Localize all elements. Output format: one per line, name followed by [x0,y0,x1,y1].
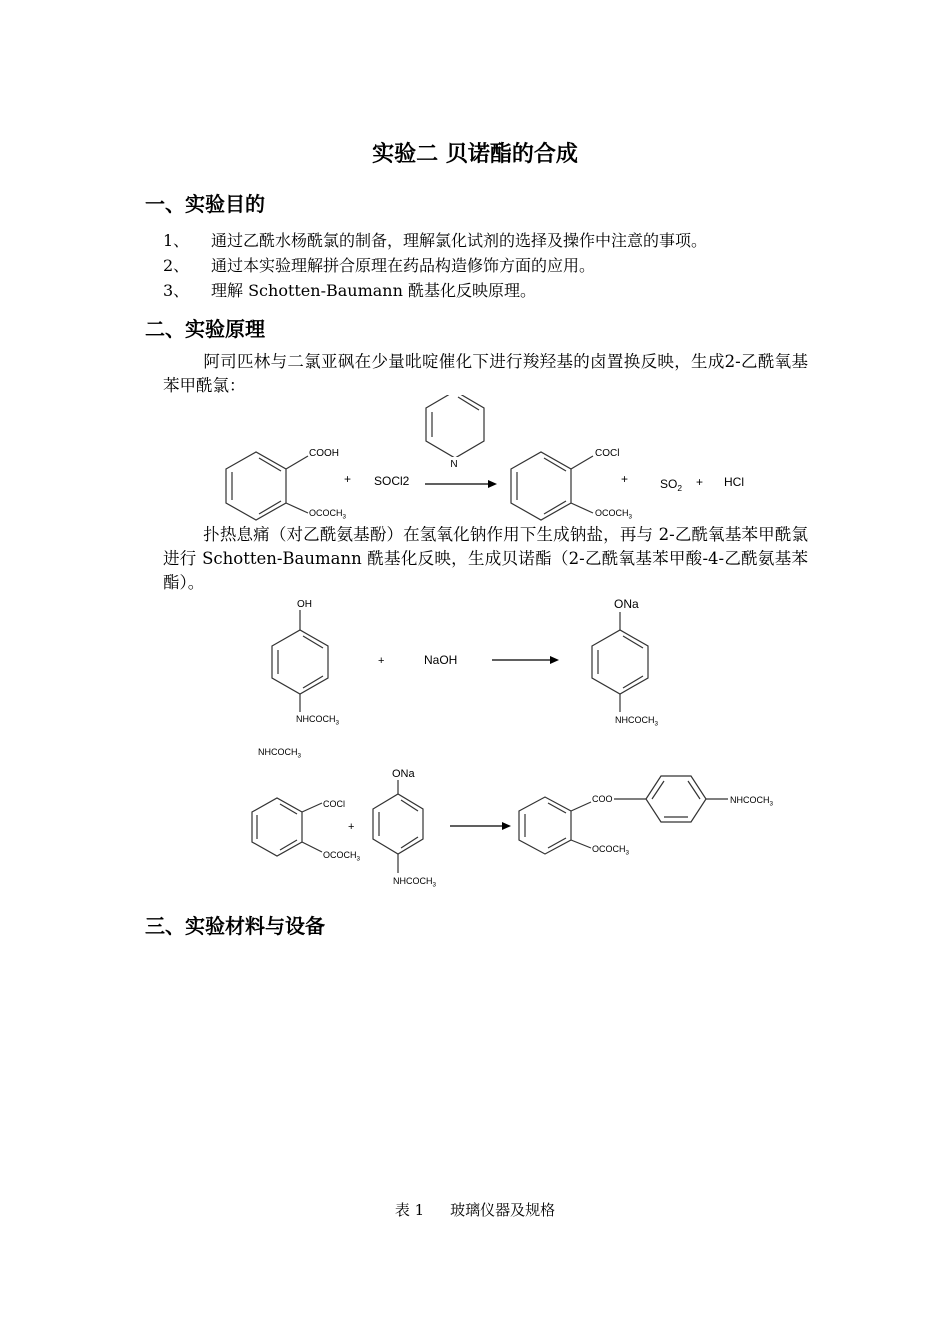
reaction-scheme-3 [0,760,950,890]
plus-sign: + [621,472,629,486]
table-caption [0,1199,950,1220]
ococh3-label: $OCOCH_3$ [323,850,361,863]
plus-sign: + [378,655,385,667]
nhcoch3-label: $NHCOCH_3$ [296,714,340,727]
reaction-scheme-1 [0,395,950,523]
nhcoch3-label: $NHCOCH_3$ [730,795,774,808]
section-heading-objectives: 一、实验目的 [145,192,265,216]
table-caption-text: 玻璃仪器及规格 [450,1201,556,1219]
reaction-arrow [550,656,559,664]
section-heading-principle: 二、实验原理 [145,317,265,341]
plus-sign: + [348,821,355,833]
naoh-label: NaOH [424,653,458,667]
principle-text-2: 扑热息痛（对乙酰氨基酚）在氢氧化钠作用下生成钠盐，再与 2-乙酰氧基苯甲酰氯进行 Schotten-Baumann 酰基化反映，生成贝诺酯（2-乙酰氧基苯甲酸-4-乙酰氨基苯酯）。 [163,525,808,592]
cooh-label: COOH [309,448,339,459]
oh-label: OH [297,599,312,610]
section-heading-materials: 三、实验材料与设备 [145,914,325,938]
item-text: 通过乙酰水杨酰氯的制备，理解氯化试剂的选择及操作中注意的事项。 [211,231,708,250]
principle-paragraph-2 [163,523,808,595]
benzene-ring [272,630,328,694]
item-text: 理解 Schotten-Baumann 酰基化反映原理。 [211,281,536,300]
benzene-ring [252,798,302,856]
nhcoch3-label: $NHCOCH_3$ [615,715,659,728]
benzene-ring [511,452,571,520]
cocl-label: COCl [323,799,345,809]
cocl-label: COCl [595,448,620,459]
ococh3-label: $OCOCH_3$ [595,508,633,521]
reaction-scheme-2 [0,595,950,760]
benzene-ring [373,794,423,854]
plus-sign: + [696,475,704,489]
hcl-label: HCl [724,475,744,489]
socl2-label: SOCl2 [374,474,410,488]
ona-label: ONa [614,597,639,611]
reaction-arrow [502,822,511,830]
pyridine-ring [426,395,484,458]
ona-label: ONa [392,768,415,780]
ococh3-label: $OCOCH_3$ [592,844,630,857]
pyridine-n-label: N [450,459,458,470]
table-caption-label: 表 1 [394,1201,425,1219]
plus-sign: + [344,472,352,486]
nhcoch3-label: $NHCOCH_3$ [393,876,437,889]
benzene-ring [226,452,286,520]
benzene-ring [519,797,571,854]
benzene-ring [646,776,706,822]
coo-label: COO [592,794,613,804]
so2-label: $SO_2$ [660,477,683,493]
item-text: 通过本实验理解拼合原理在药品构造修饰方面的应用。 [211,256,596,275]
list-item [163,278,536,301]
item-number: 3、 [163,281,190,300]
item-number: 1、 [163,231,190,250]
stray-nhcoch3-label: $NHCOCH_3$ [258,747,302,760]
ococh3-label: $OCOCH_3$ [309,508,347,521]
reaction-arrow [488,480,497,488]
item-number: 2、 [163,256,190,275]
benzene-ring [592,630,648,694]
principle-text-1: 阿司匹林与二氯亚砜在少量吡啶催化下进行羧羟基的卤置换反映，生成2-乙酰氧基苯甲酰氯： [163,352,808,395]
list-item [163,253,595,276]
principle-paragraph-1 [163,350,808,398]
list-item [163,228,707,251]
page-title: 实验二 贝诺酯的合成 [372,142,578,167]
